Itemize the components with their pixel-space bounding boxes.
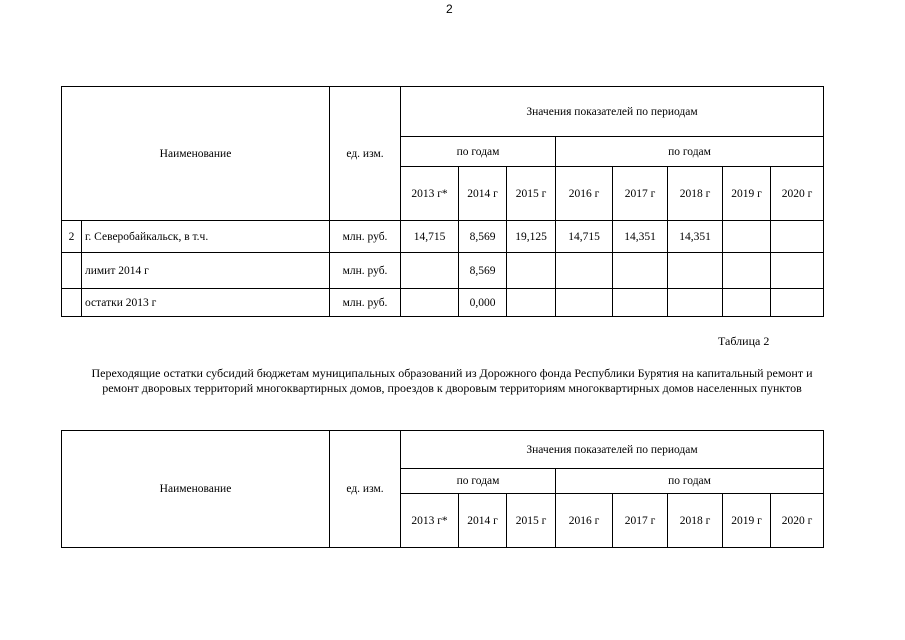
value-cell [507, 289, 556, 317]
header-unit: ед. изм. [330, 87, 401, 221]
row-name: лимит 2014 г [82, 253, 330, 289]
indicators-table [61, 86, 824, 317]
value-cell [613, 289, 668, 317]
header-values-by-period: Значения показателей по периодам [401, 431, 824, 469]
row-unit: млн. руб. [330, 221, 401, 253]
row-name: г. Северобайкальск, в т.ч. [82, 221, 330, 253]
value-cell [401, 253, 459, 289]
year-header: 2017 г [613, 494, 668, 548]
header-name: Наименование [62, 431, 330, 548]
table-caption: Переходящие остатки субсидий бюджетам муниципальных образований из Дорожного фонда Республики Бурятия на капитальный ремонт и ремонт дворовых территорий многоквартирных домов, проездов к дворовым территориям многоквартирных домов населенных пунктов [91, 366, 813, 395]
year-header: 2019 г [723, 494, 771, 548]
year-header: 2016 г [556, 167, 613, 221]
year-header: 2013 г* [401, 167, 459, 221]
row-number: 2 [62, 221, 82, 253]
year-header: 2018 г [668, 167, 723, 221]
value-cell [556, 253, 613, 289]
value-cell [723, 221, 771, 253]
table-label: Таблица 2 [718, 334, 770, 348]
value-cell [771, 289, 824, 317]
value-cell: 14,351 [668, 221, 723, 253]
year-header: 2014 г [459, 167, 507, 221]
row-name: остатки 2013 г [82, 289, 330, 317]
table-row [62, 221, 824, 253]
value-cell [556, 289, 613, 317]
value-cell [668, 289, 723, 317]
table-row [62, 289, 824, 317]
year-header: 2013 г* [401, 494, 459, 548]
value-cell [771, 253, 824, 289]
header-name: Наименование [62, 87, 330, 221]
value-cell: 14,715 [401, 221, 459, 253]
year-header: 2020 г [771, 167, 824, 221]
year-header: 2020 г [771, 494, 824, 548]
value-cell: 8,569 [459, 221, 507, 253]
value-cell: 8,569 [459, 253, 507, 289]
header-by-years: по годам [401, 137, 556, 167]
carryover-table [61, 430, 824, 548]
value-cell [668, 253, 723, 289]
year-header: 2015 г [507, 167, 556, 221]
year-header: 2017 г [613, 167, 668, 221]
year-header: 2014 г [459, 494, 507, 548]
value-cell: 0,000 [459, 289, 507, 317]
page-number: 2 [446, 2, 453, 16]
row-number [62, 289, 82, 317]
value-cell [507, 253, 556, 289]
row-number [62, 253, 82, 289]
value-cell [771, 221, 824, 253]
header-by-years: по годам [556, 137, 824, 167]
table-row [62, 253, 824, 289]
year-header: 2016 г [556, 494, 613, 548]
value-cell: 14,351 [613, 221, 668, 253]
year-header: 2019 г [723, 167, 771, 221]
year-header: 2015 г [507, 494, 556, 548]
value-cell [613, 253, 668, 289]
value-cell [723, 289, 771, 317]
year-header: 2018 г [668, 494, 723, 548]
header-values-by-period: Значения показателей по периодам [401, 87, 824, 137]
row-unit: млн. руб. [330, 289, 401, 317]
value-cell: 19,125 [507, 221, 556, 253]
value-cell: 14,715 [556, 221, 613, 253]
header-by-years: по годам [401, 469, 556, 494]
value-cell [401, 289, 459, 317]
row-unit: млн. руб. [330, 253, 401, 289]
header-by-years: по годам [556, 469, 824, 494]
value-cell [723, 253, 771, 289]
header-unit: ед. изм. [330, 431, 401, 548]
